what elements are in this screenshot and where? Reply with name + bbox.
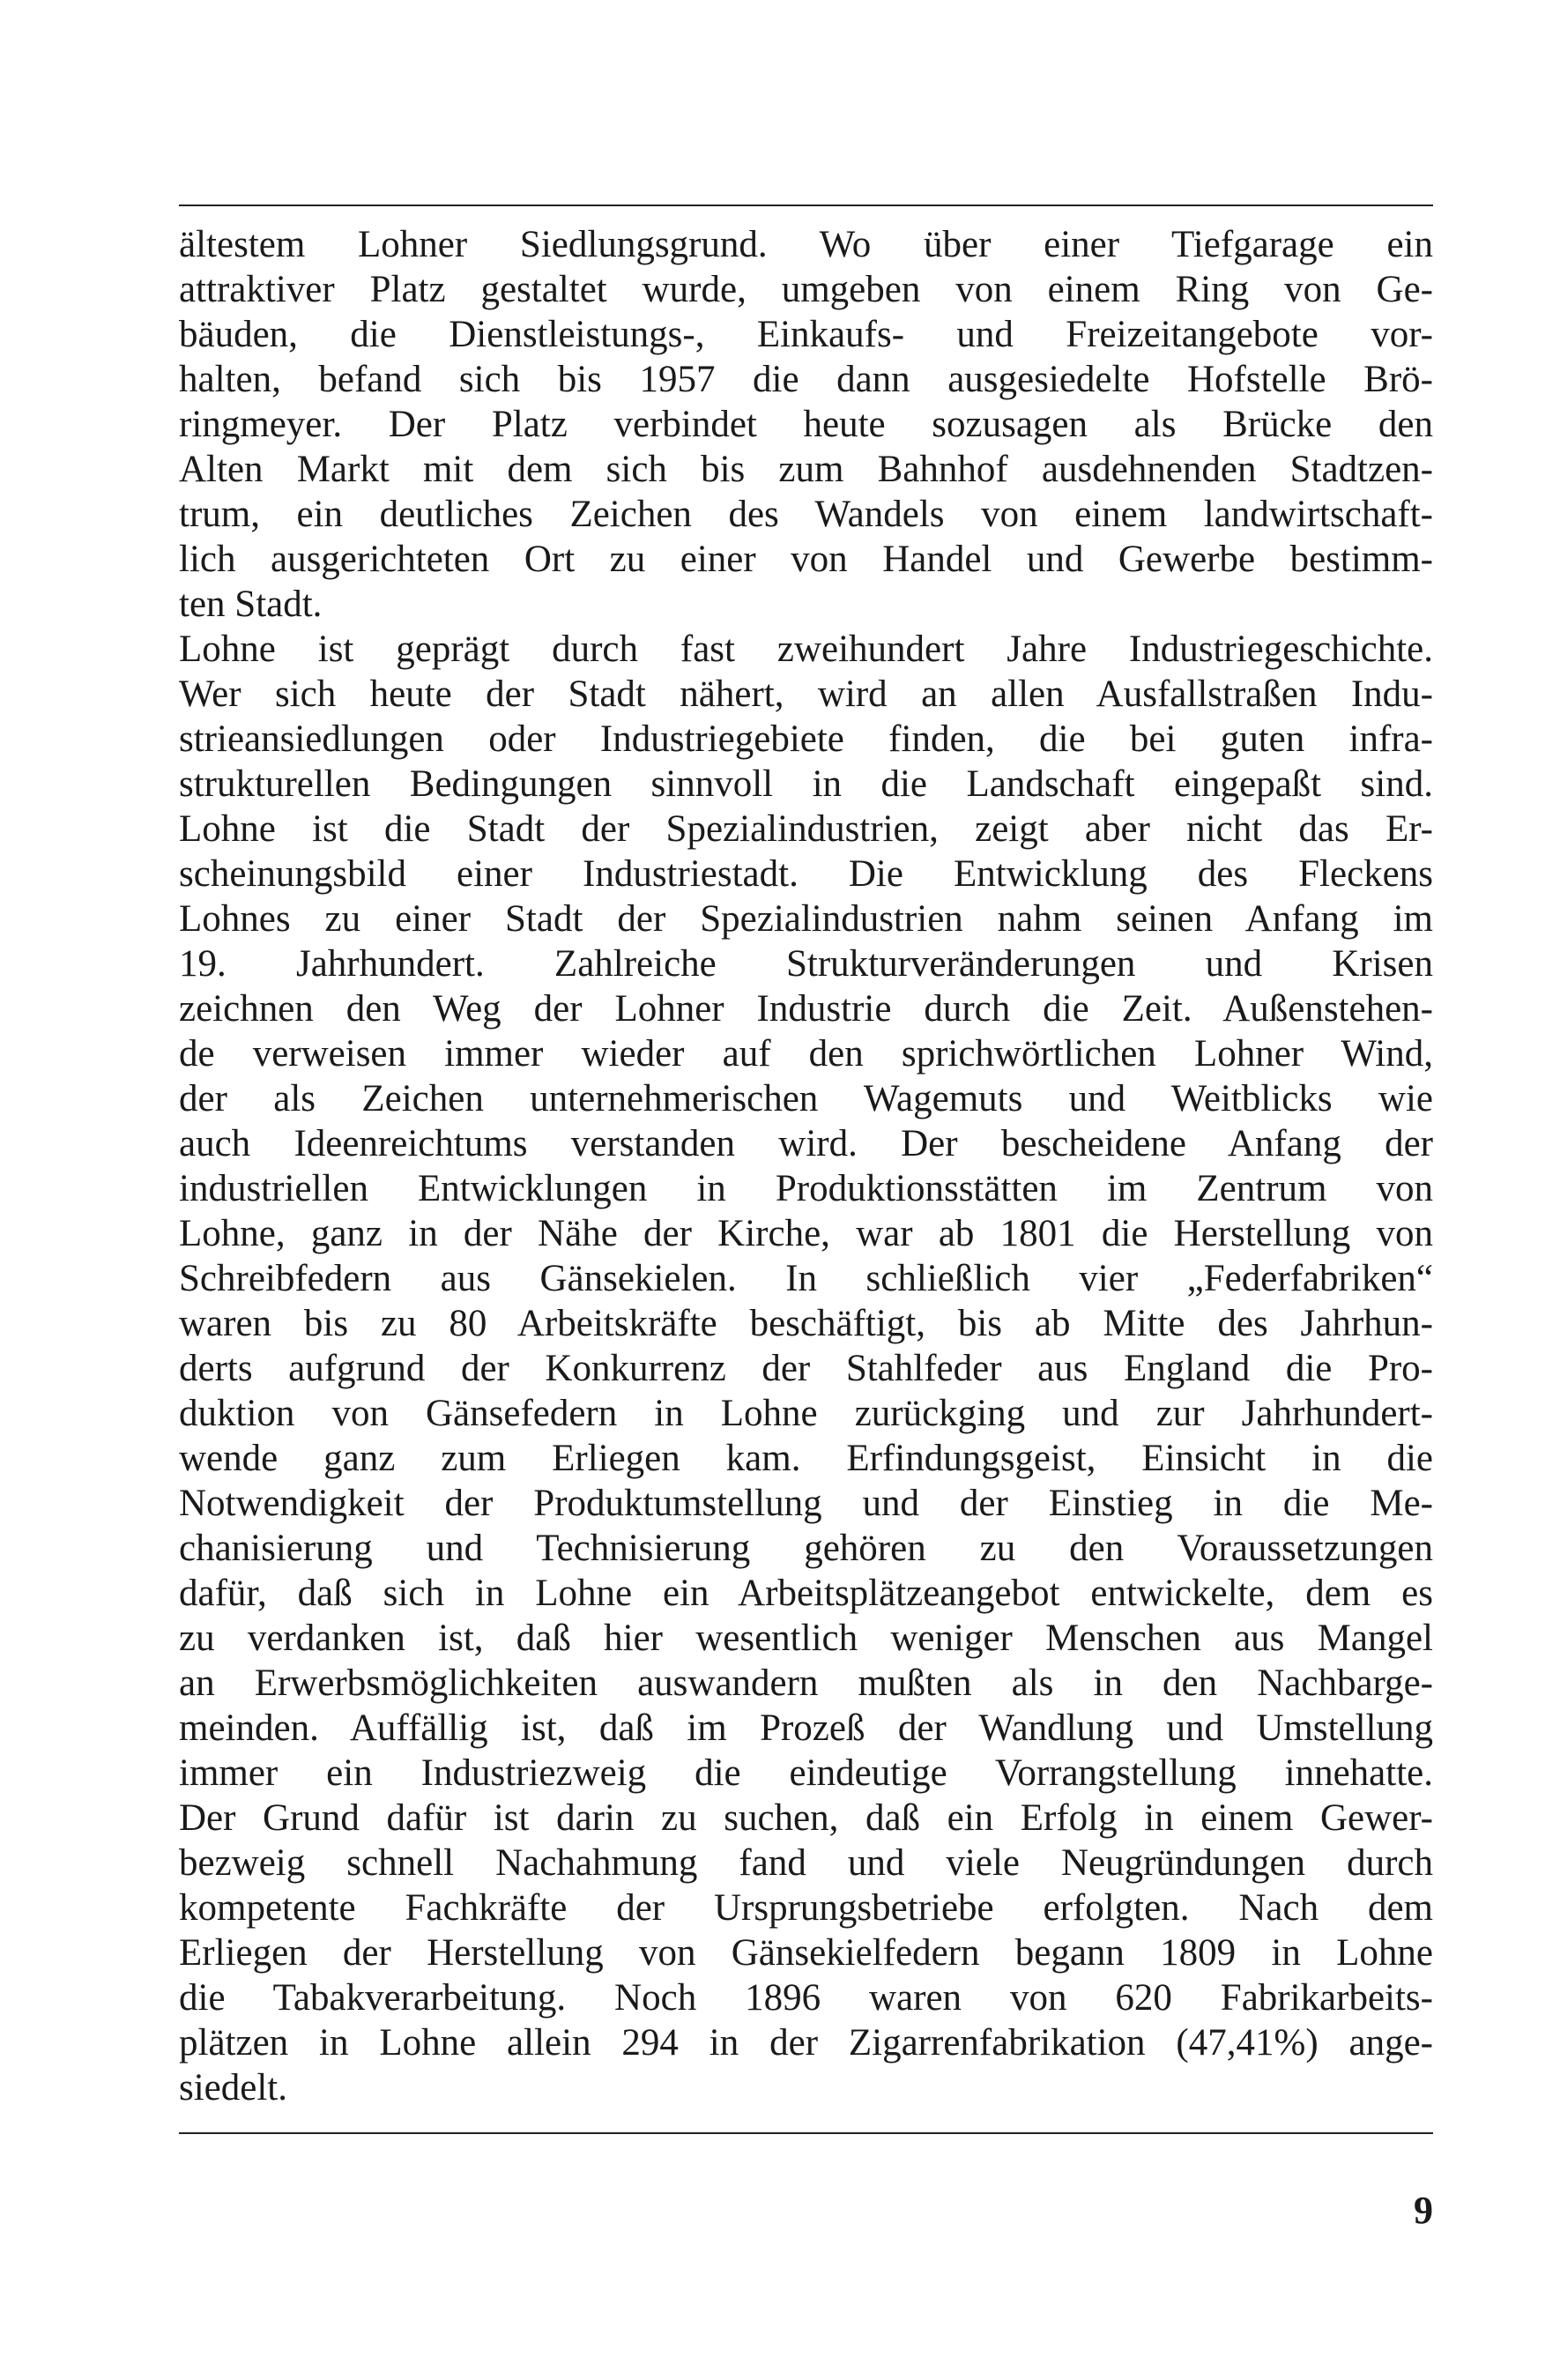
text-line: bezweig schnell Nachahmung fand und viele Neugründungen durch [179,1842,1433,1884]
text-line: ringmeyer. Der Platz verbindet heute sozusagen als Brücke den [179,404,1433,445]
top-rule [179,205,1433,206]
text-line: zu verdanken ist, daß hier wesentlich weniger Menschen aus Mangel [179,1618,1433,1659]
bottom-rule [179,2132,1433,2134]
text-line: trum, ein deutliches Zeichen des Wandels von einem landwirtschaft- [179,494,1433,535]
text-line: halten, befand sich bis 1957 die dann ausgesiedelte Hofstelle Brö- [179,359,1433,400]
page-number: 9 [1414,2189,1433,2232]
text-line: Lohnes zu einer Stadt der Spezialindustrien nahm seinen Anfang im [179,898,1433,940]
text-line: plätzen in Lohne allein 294 in der Zigarrenfabrikation (47,41%) ange- [179,2022,1433,2064]
body-text [179,222,1433,2110]
text-line: Lohne ist die Stadt der Spezialindustrien, zeigt aber nicht das Er- [179,808,1433,850]
text-line: scheinungsbild einer Industriestadt. Die Entwicklung des Fleckens [179,853,1433,895]
text-line: Schreibfedern aus Gänsekielen. In schließlich vier „Federfabriken“ [179,1258,1433,1299]
text-line: Wer sich heute der Stadt nähert, wird an allen Ausfallstraßen Indu- [179,673,1433,715]
text-line: wende ganz zum Erliegen kam. Erfindungsgeist, Einsicht in die [179,1438,1433,1479]
text-line: chanisierung und Technisierung gehören zu den Voraussetzungen [179,1528,1433,1569]
text-line: siedelt. [179,2067,287,2109]
text-line: strukturellen Bedingungen sinnvoll in die Landschaft eingepaßt sind. [179,763,1433,805]
text-line: auch Ideenreichtums verstanden wird. Der bescheidene Anfang der [179,1123,1433,1164]
text-line: zeichnen den Weg der Lohner Industrie durch die Zeit. Außenstehen- [179,988,1433,1030]
text-line: ten Stadt. [179,584,323,625]
text-line: bäuden, die Dienstleistungs-, Einkaufs- und Freizeitangebote vor- [179,314,1433,355]
text-line: lich ausgerichteten Ort zu einer von Handel und Gewerbe bestimm- [179,539,1433,580]
text-line: immer ein Industriezweig die eindeutige Vorrangstellung innehatte. [179,1752,1433,1794]
text-line: strieansiedlungen oder Industriegebiete finden, die bei guten infra- [179,718,1433,760]
text-line: attraktiver Platz gestaltet wurde, umgeben von einem Ring von Ge- [179,269,1433,310]
text-line: die Tabakverarbeitung. Noch 1896 waren von 620 Fabrikarbeits- [179,1977,1433,2019]
text-line: Lohne ist geprägt durch fast zweihundert Jahre Industriegeschichte. [179,628,1433,670]
text-line: derts aufgrund der Konkurrenz der Stahlfeder aus England die Pro- [179,1348,1433,1389]
text-line: waren bis zu 80 Arbeitskräfte beschäftigt, bis ab Mitte des Jahrhun- [179,1303,1433,1344]
text-line: industriellen Entwicklungen in Produktionsstätten im Zentrum von [179,1168,1433,1209]
text-line: duktion von Gänsefedern in Lohne zurückging und zur Jahrhundert- [179,1393,1433,1434]
text-line: Erliegen der Herstellung von Gänsekielfedern begann 1809 in Lohne [179,1932,1433,1974]
text-line: Lohne, ganz in der Nähe der Kirche, war ab 1801 die Herstellung von [179,1213,1433,1254]
text-line: 19. Jahrhundert. Zahlreiche Strukturveränderungen und Krisen [179,943,1433,985]
text-line: de verweisen immer wieder auf den sprichwörtlichen Lohner Wind, [179,1033,1433,1075]
text-line: der als Zeichen unternehmerischen Wagemuts und Weitblicks wie [179,1078,1433,1119]
text-line: ältestem Lohner Siedlungsgrund. Wo über einer Tiefgarage ein [179,224,1433,265]
text-line: Alten Markt mit dem sich bis zum Bahnhof ausdehnenden Stadtzen- [179,449,1433,490]
text-line: an Erwerbsmöglichkeiten auswandern mußten als in den Nachbarge- [179,1662,1433,1704]
text-line: Der Grund dafür ist darin zu suchen, daß ein Erfolg in einem Gewer- [179,1797,1433,1839]
text-line: meinden. Auffällig ist, daß im Prozeß der Wandlung und Umstellung [179,1707,1433,1749]
text-line: Notwendigkeit der Produktumstellung und der Einstieg in die Me- [179,1483,1433,1524]
text-line: kompetente Fachkräfte der Ursprungsbetriebe erfolgten. Nach dem [179,1887,1433,1929]
text-line: dafür, daß sich in Lohne ein Arbeitsplätzeangebot entwickelte, dem es [179,1573,1433,1614]
